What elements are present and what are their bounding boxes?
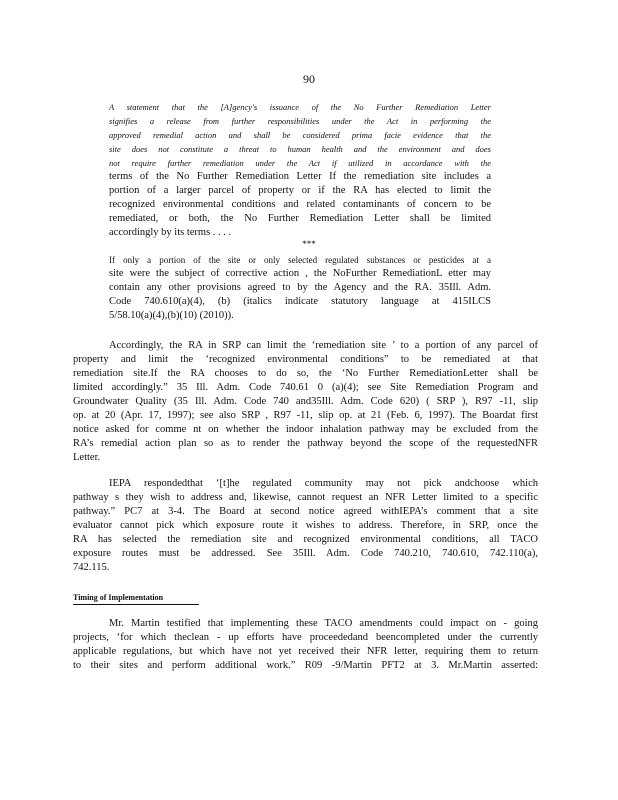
block-quote-line: remediated, or both, the No Further Remediation Letter shall be limited (109, 213, 491, 224)
block-quote-line: accordingly by its terms . . . . (109, 227, 232, 238)
block-quote-line: Code 740.610(a)(4), (b) (italics indicate statutory language at 415ILCS (109, 296, 491, 307)
paragraph-line: Accordingly, the RA in SRP can limit the ‘remediation site ’ to a portion of any parcel of (109, 340, 538, 351)
paragraph-line: projects, ‘for which theclean - up efforts have proceededand beencompleted under the currently (73, 632, 538, 643)
paragraph-line: pathway.” PC7 at 3-4. The Board at second notice agreed withIEPA’s comment that a site (73, 506, 538, 517)
paragraph-line: IEPA respondedthat ‘[t]he regulated community may not pick andchoose which (109, 478, 538, 489)
block-quote-line: not require further remediation under the Act if utilized in accordance with the (109, 158, 491, 168)
paragraph-line: RA’s remedial action plan so as to render the pathway beyond the scope of the requestedNFR (73, 438, 538, 449)
paragraph-line: evaluator cannot pick which exposure route it wishes to address. Therefore, in SRP, once the (73, 520, 538, 531)
paragraph-line: remediation site.If the RA chooses to do so, the ‘No Further RemediationLetter shall be (73, 368, 538, 379)
block-quote-line: contain any other provisions agreed to by the Agency and the RA. 35Ill. Adm. (109, 282, 491, 293)
block-quote-line: 5/58.10(a)(4),(b)(10) (2010)). (109, 310, 234, 321)
block-quote-line: approved remedial action and shall be considered prima facie evidence that the (109, 130, 491, 140)
block-quote-line: terms of the No Further Remediation Letter If the remediation site includes a (109, 171, 491, 182)
block-quote-line: site does not constitute a threat to human health and the environment and does (109, 144, 491, 154)
paragraph-line: RA has selected the remediation site and recognized environmental conditions, all TACO (73, 534, 538, 545)
block-quote-line: recognized environmental conditions and related contaminants of concern to be (109, 199, 491, 210)
page-number: 90 (303, 72, 315, 86)
paragraph-line: Mr. Martin testified that implementing these TACO amendments could impact on - going (109, 618, 538, 629)
block-quote-line: If only a portion of the site or only selected regulated substances or pesticides at a (109, 255, 491, 265)
paragraph-line: exposure routes must be addressed. See 35Ill. Adm. Code 740.210, 740.610, 742.110(a), (73, 548, 538, 559)
paragraph-line: 742.115. (73, 562, 110, 573)
paragraph-line: Groundwater Quality (35 Ill. Adm. Code 740 and35Ill. Adm. Code 620) ( SRP ), R97 -11, slip (73, 396, 538, 407)
section-separator: *** (302, 239, 316, 249)
paragraph-line: Letter. (73, 452, 101, 463)
section-heading: Timing of Implementation (73, 592, 199, 605)
block-quote-line: site were the subject of corrective action , the NoFurther RemediationL etter may (109, 268, 491, 279)
paragraph-line: applicable regulations, but which have not yet received their NFR letter, requiring them to return (73, 646, 538, 657)
paragraph-line: limited accordingly.” 35 Ill. Adm. Code 740.61 0 (a)(4); see Site Remediation Program and (73, 382, 538, 393)
block-quote-line: A statement that the [A]gency's issuance of the No Further Remediation Letter (109, 102, 491, 112)
paragraph-line: to their sites and perform additional work.” R09 -9/Martin PFT2 at 3. Mr.Martin asserted: (73, 660, 538, 671)
paragraph-line: notice asked for comme nt on whether the indoor inhalation pathway may be excluded from the (73, 424, 538, 435)
block-quote-line: signifies a release from further responsibilities under the Act in performing the (109, 116, 491, 126)
paragraph-line: op. at 20 (Apr. 17, 1997); see also SRP , R97 -11, slip op. at 21 (Feb. 6, 1997). The Boardat first (73, 410, 538, 421)
paragraph-line: pathway s they wish to address and, likewise, cannot request an NFR Letter limited to a specific (73, 492, 538, 503)
block-quote-line: portion of a larger parcel of property or if the RA has elected to limit the (109, 185, 491, 196)
paragraph-line: property and limit the ‘recognized environmental conditions” to be remediated at that (73, 354, 538, 365)
